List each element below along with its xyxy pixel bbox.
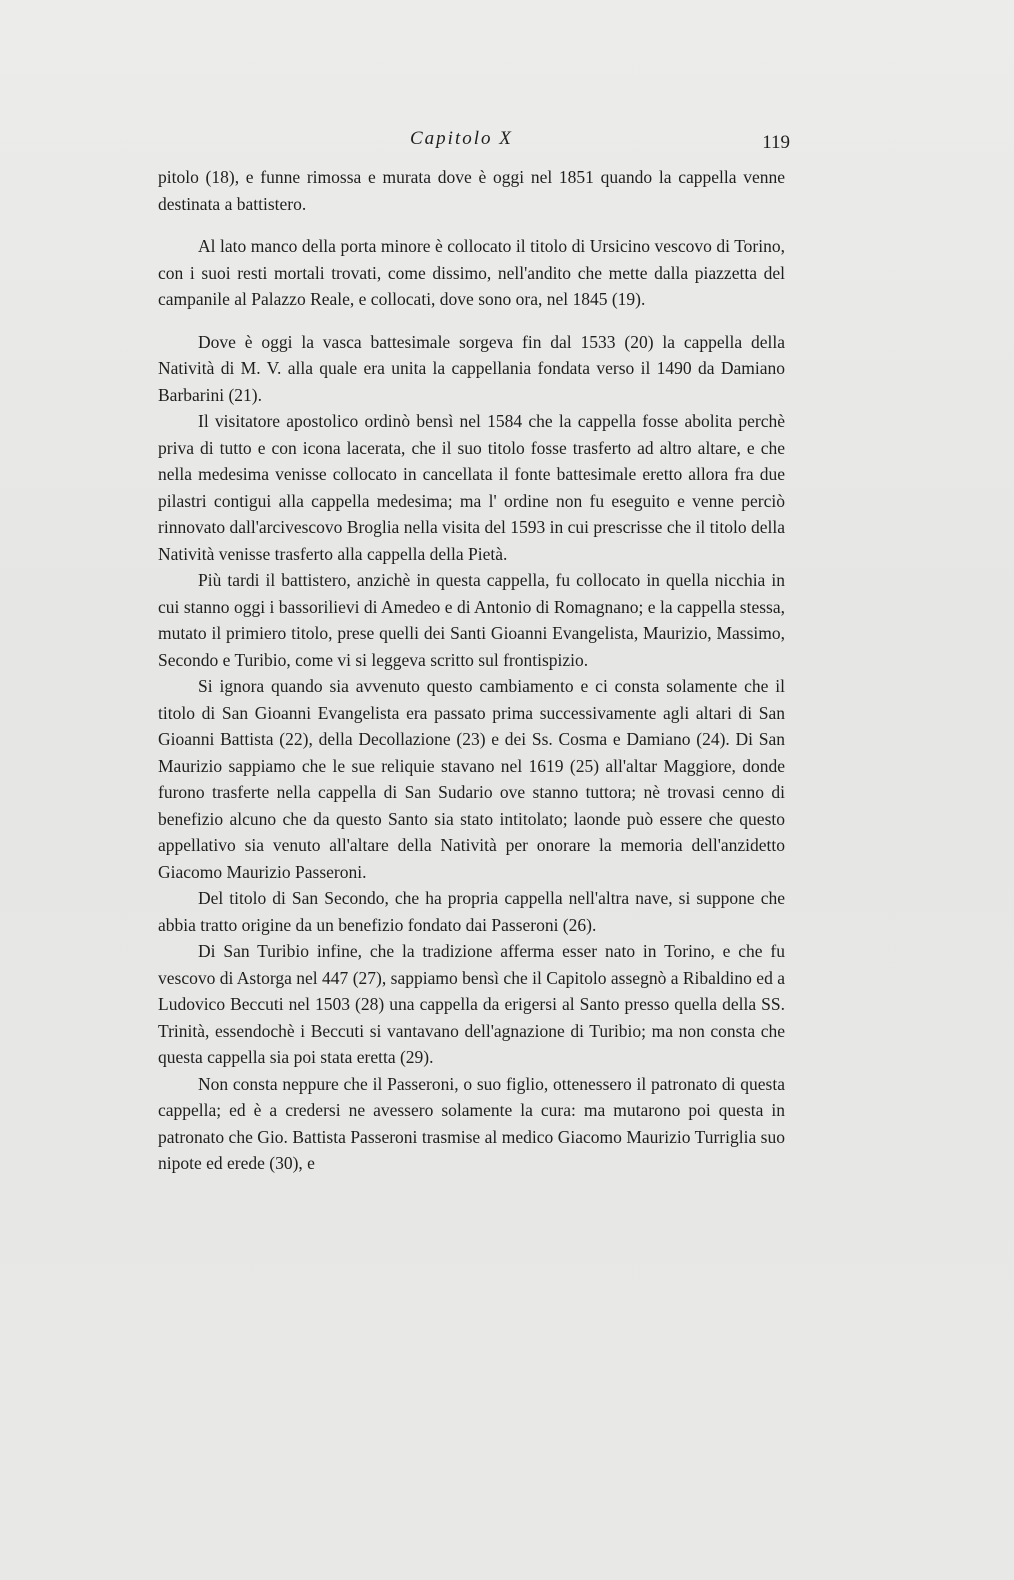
paragraph: Il visitatore apostolico ordinò bensì nel 1584 che la cappella fosse abolita perchè priva di tutto e con icona lacerata, che il suo titolo fosse trasferto ad altro altare, e che nella medesima venisse collocato in cancellata il fonte battesimale eretto allora fra due pilastri contigui alla cappella medesima; ma l' ordine non fu eseguito e venne perciò rinnovato dall'arcivescovo Broglia nella visita del 1593 in cui prescrisse che il titolo della Natività venisse trasferto alla cappella della Pietà. bbox=[158, 411, 785, 564]
paragraph: Non consta neppure che il Passeroni, o suo figlio, ottenessero il patronato di questa cappella; ed è a credersi ne avessero solamente la cura: ma mutarono poi questa in patronato che Gio. Battista Passeroni trasmise al medico Giacomo Maurizio Turriglia suo nipote ed erede (30), e bbox=[158, 1073, 785, 1173]
paragraph: Del titolo di San Secondo, che ha propria cappella nell'altra nave, si suppone che abbia tratto origine da un benefizio fondato dai Passeroni (26). bbox=[158, 888, 785, 935]
chapter-title: Capitolo X bbox=[410, 128, 513, 149]
paragraph: Dove è oggi la vasca battesimale sorgeva fin dal 1533 (20) la cappella della Natività di M. V. alla quale era unita la cappellania fondata verso il 1490 da Damiano Barbarini (21). bbox=[158, 331, 785, 405]
page-number: 119 bbox=[762, 132, 790, 153]
paragraph: Più tardi il battistero, anzichè in questa cappella, fu collocato in quella nicchia in cui stanno oggi i bassorilievi di Amedeo e di Antonio di Romagnano; e la cappella stessa, mutato il primiero titolo, prese quelli dei Santi Gioanni Evangelista, Maurizio, Massimo, Secondo e Turibio, come vi si leggeva scritto sul frontispizio. bbox=[158, 570, 785, 670]
paragraph: Al lato manco della porta minore è collocato il titolo di Ursicino vescovo di Torino, con i suoi resti mortali trovati, come dissimo, nell'andito che mette dalla piazzetta del campanile al Palazzo Reale, e collocati, dove sono ora, nel 1845 (19). bbox=[158, 236, 785, 309]
paragraph: Si ignora quando sia avvenuto questo cambiamento e ci consta solamente che il titolo di San Gioanni Evangelista era passato prima successivamente agli altari di San Gioanni Battista (22), della Decollazione (23) e dei Ss. Cosma e Damiano (24). Di San Maurizio sappiamo che le sue reliquie stavano nel 1619 (25) all'altar Maggiore, donde furono trasferte nella cappella di San Sudario ove stanno tuttora; nè trovasi cenno di benefizio alcuno che da questo Santo sia stato intitolato; laonde può essere che questo appellativo sia venuto all'altare della Natività per onorare la memoria dell'anzidetto Giacomo Maurizio Passeroni. bbox=[158, 676, 785, 882]
body-text bbox=[158, 164, 785, 1177]
running-head bbox=[150, 128, 790, 160]
paragraph: pitolo (18), e funne rimossa e murata dove è oggi nel 1851 quando la cappella venne destinata a battistero. bbox=[158, 167, 785, 214]
paragraph: Di San Turibio infine, che la tradizione afferma esser nato in Torino, e che fu vescovo di Astorga nel 447 (27), sappiamo bensì che il Capitolo assegnò a Ribaldino ed a Ludovico Beccuti nel 1503 (28) una cappella da erigersi al Santo presso quella della SS. Trinità, essendochè i Beccuti si vantavano dell'agnazione di Turibio; ma non consta che questa cappella sia poi stata eretta (29). bbox=[158, 941, 785, 1067]
